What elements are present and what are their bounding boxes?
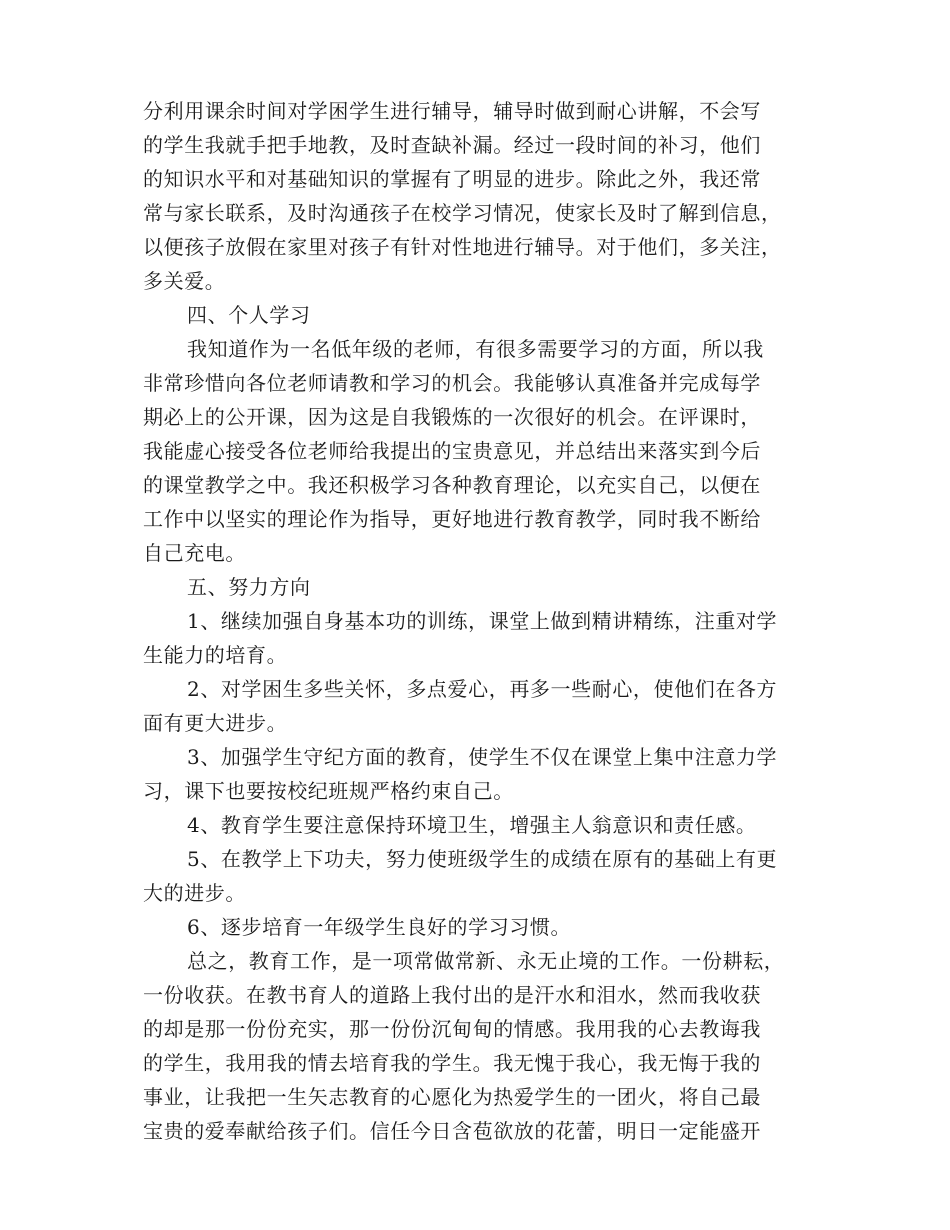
text-line: 生能力的培育。 (143, 643, 288, 667)
text-line: 4、教育学生要注意保持环境卫生，增强主人翁意识和责任感。 (187, 813, 757, 837)
text-line: 宝贵的爱奉献给孩子们。信任今日含苞欲放的花蕾，明日一定能盛开 (143, 1119, 761, 1143)
paragraph-tutoring (143, 94, 809, 298)
text-line: 2、对学困生多些关怀，多点爱心，再多一些耐心，使他们在各方 (187, 677, 778, 701)
text-line: 的学生我就手把手地教，及时查缺补漏。经过一段时间的补习，他们 (143, 133, 761, 157)
text-line: 以便孩子放假在家里对孩子有针对性地进行辅导。对于他们，多关注， (143, 235, 782, 259)
text-line: 我知道作为一名低年级的老师，有很多需要学习的方面，所以我 (187, 337, 764, 361)
text-line: 常与家长联系，及时沟通孩子在校学习情况，使家长及时了解到信息， (143, 201, 782, 225)
text-line: 大的进步。 (143, 881, 246, 905)
heading-text: 五、努力方向 (187, 575, 311, 599)
text-line: 自己充电。 (143, 541, 246, 565)
text-line: 事业，让我把一生矢志教育的心愿化为热爱学生的一团火，将自己最 (143, 1085, 761, 1109)
text-line: 的却是那一份份充实，那一份份沉甸甸的情感。我用我的心去教诲我 (143, 1017, 761, 1041)
text-line: 6、逐步培育一年级学生良好的学习习惯。 (187, 915, 572, 939)
document-page (143, 94, 809, 1148)
text-line: 的知识水平和对基础知识的掌握有了明显的进步。除此之外，我还常 (143, 167, 761, 191)
text-line: 3、加强学生守纪方面的教育，使学生不仅在课堂上集中注意力学 (187, 745, 778, 769)
list-item (143, 842, 809, 910)
text-line: 面有更大进步。 (143, 711, 288, 735)
text-line: 5、在教学上下功夫，努力使班级学生的成绩在原有的基础上有更 (187, 847, 778, 871)
text-line: 习，课下也要按校纪班规严格约束自己。 (143, 779, 514, 803)
text-line: 工作中以坚实的理论作为指导，更好地进行教育教学，同时我不断给 (143, 507, 761, 531)
heading-text: 四、个人学习 (187, 303, 311, 327)
list-item (143, 910, 809, 944)
list-item (143, 808, 809, 842)
text-line: 多关爱。 (143, 269, 226, 293)
section-heading-personal-study (143, 298, 809, 332)
text-line: 的课堂教学之中。我还积极学习各种教育理论，以充实自己，以便在 (143, 473, 761, 497)
text-line: 一份收获。在教书育人的道路上我付出的是汗水和泪水，然而我收获 (143, 983, 761, 1007)
text-line: 总之，教育工作，是一项常做常新、永无止境的工作。一份耕耘， (187, 949, 785, 973)
section-heading-directions (143, 570, 809, 604)
list-item (143, 672, 809, 740)
paragraph-personal-study (143, 332, 809, 570)
list-item (143, 740, 809, 808)
text-line: 1、继续加强自身基本功的训练，课堂上做到精讲精练，注重对学 (187, 609, 778, 633)
list-item (143, 604, 809, 672)
text-line: 非常珍惜向各位老师请教和学习的机会。我能够认真准备并完成每学 (143, 371, 761, 395)
text-line: 的学生，我用我的情去培育我的学生。我无愧于我心，我无悔于我的 (143, 1051, 761, 1075)
text-line: 我能虚心接受各位老师给我提出的宝贵意见，并总结出来落实到今后 (143, 439, 761, 463)
text-line: 分利用课余时间对学困学生进行辅导，辅导时做到耐心讲解，不会写 (143, 99, 761, 123)
text-line: 期必上的公开课，因为这是自我锻炼的一次很好的机会。在评课时， (143, 405, 761, 429)
paragraph-conclusion (143, 944, 809, 1148)
